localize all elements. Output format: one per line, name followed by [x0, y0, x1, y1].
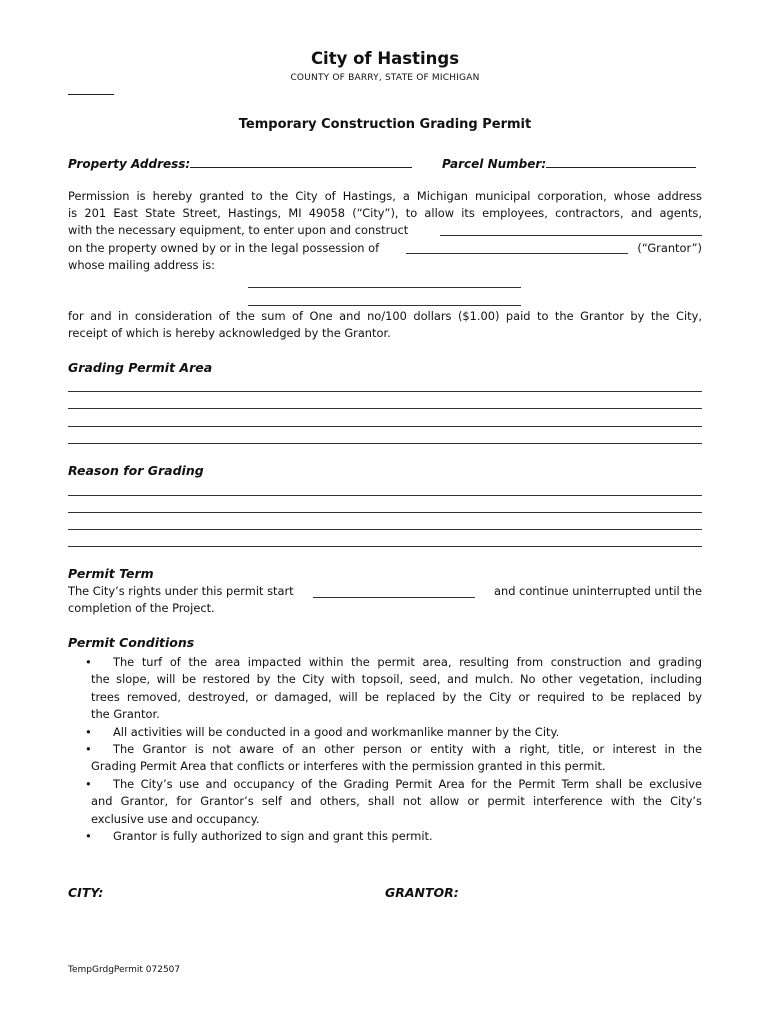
term-start-text: The City’s rights under this permit start [68, 584, 294, 598]
reason-line-4[interactable] [68, 546, 702, 547]
mailing-address-blank-1[interactable] [248, 287, 521, 288]
term-continue-text: and continue uninterrupted until the [494, 584, 702, 598]
permit-title: Temporary Construction Grading Permit [238, 117, 532, 132]
reason-line-3[interactable] [68, 529, 702, 530]
property-address-field [68, 153, 412, 172]
condition-4-line-2: and Grantor, for Grantor’s self and others, shall not allow or permit interference with the City’s [91, 794, 702, 809]
parcel-number-label: Parcel Number: [442, 157, 547, 171]
permission-line-4: on the property owned by or in the legal possession of [68, 241, 380, 255]
bullet-icon: • [85, 655, 92, 669]
grantor-signature-label: GRANTOR: [385, 885, 459, 900]
condition-item [85, 776, 702, 828]
consideration-line-2: receipt of which is hereby acknowledged by the Grantor. [68, 326, 391, 340]
grading-area-line-1[interactable] [68, 391, 702, 392]
condition-4-line-3: exclusive use and occupancy. [91, 811, 260, 826]
mailing-address-label: whose mailing address is: [68, 258, 216, 272]
conditions-list [85, 654, 702, 845]
condition-4-line-1: The City’s use and occupancy of the Grading Permit Area for the Permit Term shall be exclusive [113, 776, 702, 791]
condition-item [85, 724, 702, 741]
condition-1-line-2: the slope, will be restored by the City with topsoil, seed, and mulch. No other vegetation, including [91, 672, 702, 687]
bullet-icon: • [85, 724, 92, 739]
permission-line-1: Permission is hereby granted to the City of Hastings, a Michigan municipal corporation, whose address [68, 189, 702, 203]
condition-3-line-2: Grading Permit Area that conflicts or interferes with the permission granted in this permit. [91, 759, 606, 774]
permission-line-3: with the necessary equipment, to enter upon and construct [68, 223, 409, 237]
grantor-name-blank[interactable] [406, 253, 628, 254]
condition-item [85, 654, 702, 724]
parcel-number-field [442, 153, 696, 172]
parcel-number-blank[interactable] [546, 156, 696, 168]
grantor-tag: (“Grantor”) [637, 241, 702, 255]
condition-3-line-1: The Grantor is not aware of an other person or entity with a right, title, or interest in the [113, 742, 702, 757]
condition-1-line-1: The turf of the area impacted within the permit area, resulting from construction and grading [113, 655, 702, 669]
condition-1-line-3: trees removed, destroyed, or damaged, will be replaced by the City or required to be replaced by [91, 689, 702, 704]
consideration-line-1: for and in consideration of the sum of One and no/100 dollars ($1.00) paid to the Grantor by the City, [68, 309, 702, 323]
reason-heading: Reason for Grading [68, 463, 204, 478]
document-title: City of Hastings [310, 49, 460, 68]
property-address-label: Property Address: [68, 157, 191, 171]
grading-area-line-2[interactable] [68, 408, 702, 409]
footer-form-id: TempGrdgPermit 072507 [68, 965, 181, 975]
term-completion-text: completion of the Project. [68, 601, 215, 615]
term-start-blank[interactable] [313, 597, 475, 598]
property-address-blank[interactable] [190, 156, 412, 168]
bullet-icon: • [85, 742, 92, 757]
condition-item [85, 741, 702, 776]
short-divider [68, 94, 114, 95]
condition-5-line-1: Grantor is fully authorized to sign and grant this permit. [113, 829, 433, 844]
grading-area-line-3[interactable] [68, 426, 702, 427]
reason-line-1[interactable] [68, 495, 702, 496]
permit-conditions-heading: Permit Conditions [68, 635, 195, 650]
condition-2-line-1: All activities will be conducted in a good and workmanlike manner by the City. [113, 724, 560, 739]
construct-blank[interactable] [440, 235, 702, 236]
bullet-icon: • [85, 829, 92, 844]
grading-area-line-4[interactable] [68, 443, 702, 444]
condition-1-line-4: the Grantor. [91, 707, 160, 722]
grading-area-heading: Grading Permit Area [68, 360, 213, 375]
city-signature-label: CITY: [68, 885, 104, 900]
reason-line-2[interactable] [68, 512, 702, 513]
document-subtitle: COUNTY OF BARRY, STATE OF MICHIGAN [290, 73, 480, 83]
permission-line-2: is 201 East State Street, Hastings, MI 49058 (“City”), to allow its employees, contractors, and agents, [68, 206, 702, 220]
mailing-address-blank-2[interactable] [248, 305, 521, 306]
permit-term-heading: Permit Term [68, 566, 154, 581]
bullet-icon: • [85, 776, 92, 791]
condition-item [85, 828, 702, 845]
